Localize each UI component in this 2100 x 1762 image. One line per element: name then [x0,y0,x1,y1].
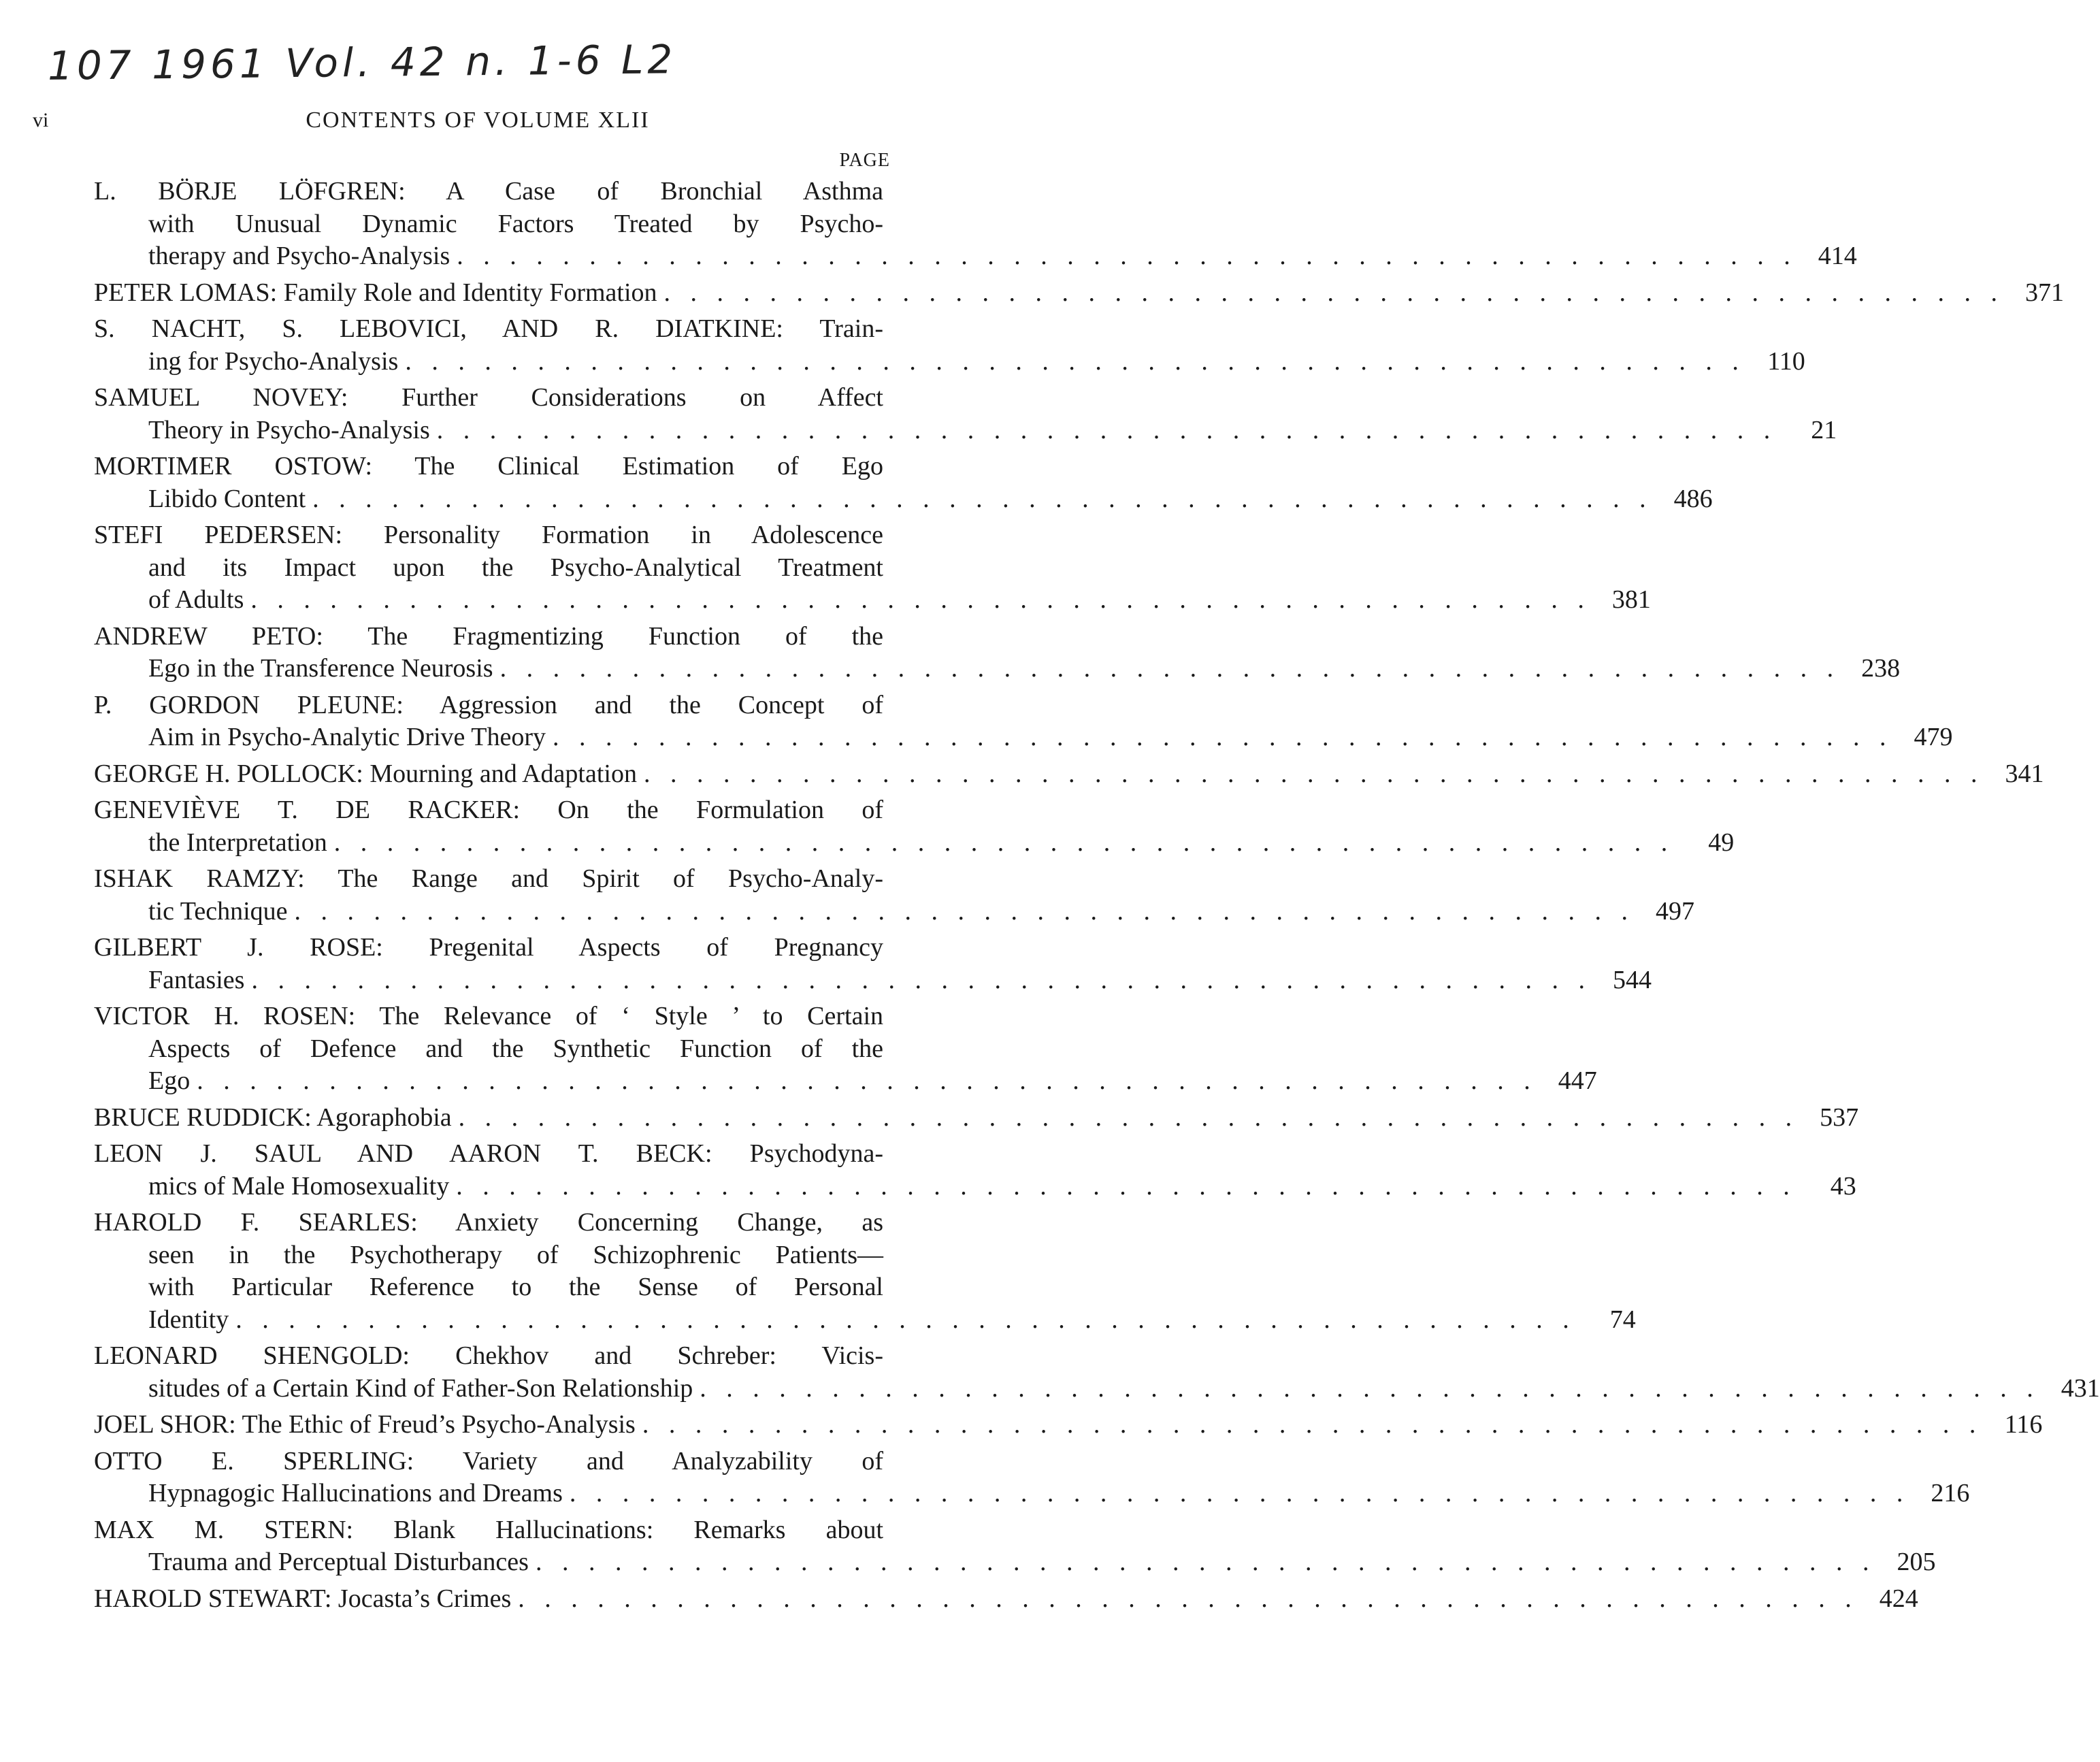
toc-entry-text: and its Impact upon the Psycho-Analytical Treatment [148,553,883,582]
toc-entry-line [94,1065,1597,1098]
toc-entry-text: Trauma and Perceptual Disturbances [148,1548,529,1576]
toc-entry-text: HAROLD F. SEARLES: Anxiety Concerning Change, as [94,1208,883,1237]
toc-entry-text: with Unusual Dynamic Factors Treated by Psycho- [148,209,883,238]
toc-entry [94,689,1953,754]
dot-leader: . . . . . . . . . . . . . . . . . . . . . . . . . . . . . . . . . . . . . . . . . . . . . . . . . . . [197,1066,1537,1095]
dot-leader: . . . . . . . . . . . . . . . . . . . . . . . . . . . . . . . . . . . . . . . . . . . . . . . . . . . [333,828,1675,857]
toc-entry-line [94,313,883,346]
toc-entry-line [94,382,883,414]
dot-leader: . . . . . . . . . . . . . . . . . . . . . . . . . . . . . . . . . . . . . . . . . . . . . . . . . . . [235,1305,1576,1334]
toc-entry-text: Ego in the Transference Neurosis [148,654,493,683]
toc-entry-text: of Adults [148,585,244,614]
toc-entry-text: seen in the Psychotherapy of Schizophrenic Patients— [148,1240,883,1269]
toc-entry [94,1207,1636,1336]
toc-entry [94,1514,1936,1579]
page-header: CONTENTS OF VOLUME XLII [306,108,650,133]
toc-entry-text: PETER LOMAS: Family Role and Identity Formation [94,278,657,307]
dot-leader: . . . . . . . . . . . . . . . . . . . . . . . . . . . . . . . . . . . . . . . . . . . . . . . . . . . [250,585,1591,614]
toc-entry-text: MAX M. STERN: Blank Hallucinations: Remarks about [94,1515,883,1544]
toc-entry-line [94,483,1713,516]
toc-entry-text: LEONARD SHENGOLD: Chekhov and Schreber: Vicis- [94,1341,883,1370]
toc-entry-line [94,1239,883,1272]
toc-entry-line [94,1304,1636,1337]
toc-entry [94,176,1857,273]
table-of-contents [94,176,2100,1619]
toc-entry-line [94,451,883,483]
toc-entry-page: 43 [1830,1171,1856,1201]
toc-entry-line [94,896,1695,928]
dot-leader: . . . . . . . . . . . . . . . . . . . . . . . . . . . . . . . . . . . . . . . . . . . . . . . . . . . [569,1479,1910,1507]
toc-entry-page: 116 [2004,1410,2043,1439]
toc-entry [94,863,1695,928]
toc-entry-line [94,621,883,653]
toc-entry-page: 537 [1820,1103,1859,1132]
toc-entry-text: tic Technique [148,896,288,926]
toc-entry [94,313,1805,378]
toc-entry-line [94,1000,883,1033]
toc-entry [94,451,1713,515]
toc-entry-text: situdes of a Certain Kind of Father-Son Relationship [148,1373,693,1403]
toc-entry-text: therapy and Psycho-Analysis [148,242,450,270]
toc-entry-line [94,1102,1859,1135]
toc-entry-line [94,1340,883,1373]
toc-entry-line [94,689,883,722]
page-number: vi [33,109,49,131]
toc-entry-page: 238 [1861,654,1901,683]
toc-entry-line [94,1514,883,1547]
toc-entry-text: Libido Content [148,484,306,513]
toc-entry-text: JOEL SHOR: The Ethic of Freud’s Psycho-Analysis [94,1410,636,1439]
toc-entry-page: 497 [1656,896,1695,926]
toc-entry [94,519,1651,617]
toc-entry-line [94,1033,883,1066]
toc-entry [94,1102,1859,1135]
toc-entry-page: 414 [1818,242,1857,270]
toc-entry-text: GEORGE H. POLLOCK: Mourning and Adaptation [94,759,637,788]
dot-leader: . . . . . . . . . . . . . . . . . . . . . . . . . . . . . . . . . . . . . . . . . . . . . . . . . . . [499,654,1841,683]
toc-entry-line [94,519,883,552]
dot-leader: . . . . . . . . . . . . . . . . . . . . . . . . . . . . . . . . . . . . . . . . . . . . . . . . . . . [312,484,1653,513]
dot-leader: . . . . . . . . . . . . . . . . . . . . . . . . . . . . . . . . . . . . . . . . . . . . . . . . . . . [518,1584,1858,1613]
toc-entry-page: 447 [1558,1066,1597,1095]
toc-entry-page: 424 [1879,1584,1918,1613]
toc-entry-page: 486 [1673,484,1713,513]
toc-entry-text: Hypnagogic Hallucinations and Dreams [148,1479,563,1507]
toc-entry [94,1446,1970,1510]
toc-entry-page: 381 [1611,585,1651,614]
toc-entry [94,758,2044,791]
toc-entry-page: 49 [1708,828,1735,857]
toc-entry-text: P. GORDON PLEUNE: Aggression and the Concept of [94,690,883,719]
toc-entry-line [94,758,2044,791]
toc-entry [94,1409,2043,1441]
toc-entry [94,1340,2100,1405]
toc-entry-line [94,1546,1936,1579]
dot-leader: . . . . . . . . . . . . . . . . . . . . . . . . . . . . . . . . . . . . . . . . . . . . . . . . . . . [663,278,2005,307]
dot-leader: . . . . . . . . . . . . . . . . . . . . . . . . . . . . . . . . . . . . . . . . . . . . . . . . . . . [458,1103,1799,1132]
toc-entry-line [94,863,883,896]
toc-entry-page: 205 [1897,1548,1936,1576]
toc-entry-line [94,1583,1918,1616]
toc-entry-page: 431 [2061,1373,2100,1403]
toc-entry-line [94,964,1652,997]
toc-entry-line [94,277,2065,310]
toc-entry-text: Theory in Psycho-Analysis [148,415,430,444]
toc-entry-page: 21 [1811,415,1837,444]
toc-entry-text: SAMUEL NOVEY: Further Considerations on Affect [94,383,883,412]
toc-entry-line [94,240,1857,273]
toc-entry-text: Identity [148,1305,229,1334]
toc-entry-line [94,721,1953,754]
toc-entry-text: Aim in Psycho-Analytic Drive Theory [148,723,546,751]
toc-entry-line [94,932,883,964]
dot-leader: . . . . . . . . . . . . . . . . . . . . . . . . . . . . . . . . . . . . . . . . . . . . . . . . . . . [294,896,1635,926]
toc-entry-text: OTTO E. SPERLING: Variety and Analyzability of [94,1446,883,1475]
toc-entry-line [94,346,1805,378]
dot-leader: . . . . . . . . . . . . . . . . . . . . . . . . . . . . . . . . . . . . . . . . . . . . . . . . . . . [643,759,1984,788]
dot-leader: . . . . . . . . . . . . . . . . . . . . . . . . . . . . . . . . . . . . . . . . . . . . . . . . . . . [457,242,1797,270]
toc-entry-page: 544 [1612,965,1652,994]
toc-entry [94,932,1652,996]
toc-entry-page: 479 [1914,723,1953,751]
toc-entry-line [94,552,883,585]
dot-leader: . . . . . . . . . . . . . . . . . . . . . . . . . . . . . . . . . . . . . . . . . . . . . . . . . . . [552,723,1893,751]
toc-entry-text: ISHAK RAMZY: The Range and Spirit of Psycho-Analy- [94,864,883,893]
toc-entry-line [94,1409,2043,1441]
dot-leader: . . . . . . . . . . . . . . . . . . . . . . . . . . . . . . . . . . . . . . . . . . . . . . . . . . . [535,1548,1876,1576]
toc-entry-line [94,1373,2100,1405]
dot-leader: . . . . . . . . . . . . . . . . . . . . . . . . . . . . . . . . . . . . . . . . . . . . . . . . . . . [642,1410,1983,1439]
toc-entry-line [94,1138,883,1171]
toc-entry-text: Aspects of Defence and the Synthetic Function of the [148,1034,883,1063]
handwritten-note: 107 1961 Vol. 42 n. 1-6 L2 [47,36,677,89]
toc-entry-text: ANDREW PETO: The Fragmentizing Function of the [94,621,883,651]
toc-entry-text: GILBERT J. ROSE: Pregenital Aspects of Pregnancy [94,933,883,962]
toc-entry-text: L. BÖRJE LÖFGREN: A Case of Bronchial Asthma [94,177,883,206]
toc-entry-text: mics of Male Homosexuality [148,1171,450,1201]
toc-entry-text: S. NACHT, S. LEBOVICI, AND R. DIATKINE: Train- [94,314,883,343]
dot-leader: . . . . . . . . . . . . . . . . . . . . . . . . . . . . . . . . . . . . . . . . . . . . . . . . . . . [405,346,1745,376]
toc-entry-text: HAROLD STEWART: Jocasta’s Crimes [94,1584,512,1613]
toc-entry-text: MORTIMER OSTOW: The Clinical Estimation of Ego [94,452,883,480]
toc-entry-text: LEON J. SAUL AND AARON T. BECK: Psychodyna- [94,1139,883,1168]
toc-entry-line [94,1171,1856,1203]
toc-entry-page: 371 [2025,278,2065,307]
dot-leader: . . . . . . . . . . . . . . . . . . . . . . . . . . . . . . . . . . . . . . . . . . . . . . . . . . . [456,1171,1797,1201]
toc-entry-text: GENEVIÈVE T. DE RACKER: On the Formulation of [94,796,883,824]
toc-entry [94,1138,1856,1203]
toc-entry-text: ing for Psycho-Analysis [148,346,399,376]
toc-entry-page: 341 [2005,759,2044,788]
toc-entry [94,1583,1918,1616]
dot-leader: . . . . . . . . . . . . . . . . . . . . . . . . . . . . . . . . . . . . . . . . . . . . . . . . . . . [251,965,1592,994]
toc-entry [94,277,2065,310]
toc-entry-line [94,827,1735,860]
toc-entry-text: STEFI PEDERSEN: Personality Formation in Adolescence [94,521,883,549]
toc-entry-line [94,653,1901,685]
toc-entry [94,794,1735,859]
toc-entry-text: the Interpretation [148,828,327,857]
dot-leader: . . . . . . . . . . . . . . . . . . . . . . . . . . . . . . . . . . . . . . . . . . . . . . . . . . . [436,415,1777,444]
toc-entry [94,621,1901,685]
page-column-label: PAGE [839,150,890,171]
toc-entry-line [94,208,883,241]
toc-entry-page: 216 [1931,1479,1970,1507]
toc-entry [94,1000,1597,1098]
toc-entry-text: VICTOR H. ROSEN: The Relevance of ‘ Style ’ to Certain [94,1002,883,1030]
toc-entry-line [94,1271,883,1304]
toc-entry-text: with Particular Reference to the Sense of Personal [148,1273,883,1301]
toc-entry-page: 110 [1767,346,1805,376]
toc-entry-line [94,1446,883,1478]
toc-entry-line [94,1207,883,1239]
toc-entry-line [94,414,1837,447]
toc-entry-line [94,794,883,827]
toc-entry-text: Fantasies [148,965,245,994]
dot-leader: . . . . . . . . . . . . . . . . . . . . . . . . . . . . . . . . . . . . . . . . . . . . . . . . . . . [700,1373,2040,1403]
toc-entry [94,382,1837,446]
toc-entry-text: BRUCE RUDDICK: Agoraphobia [94,1103,452,1132]
toc-entry-line [94,584,1651,617]
toc-entry-page: 74 [1609,1305,1636,1334]
toc-entry-text: Ego [148,1066,191,1095]
toc-entry-line [94,1478,1970,1510]
toc-entry-line [94,176,883,208]
